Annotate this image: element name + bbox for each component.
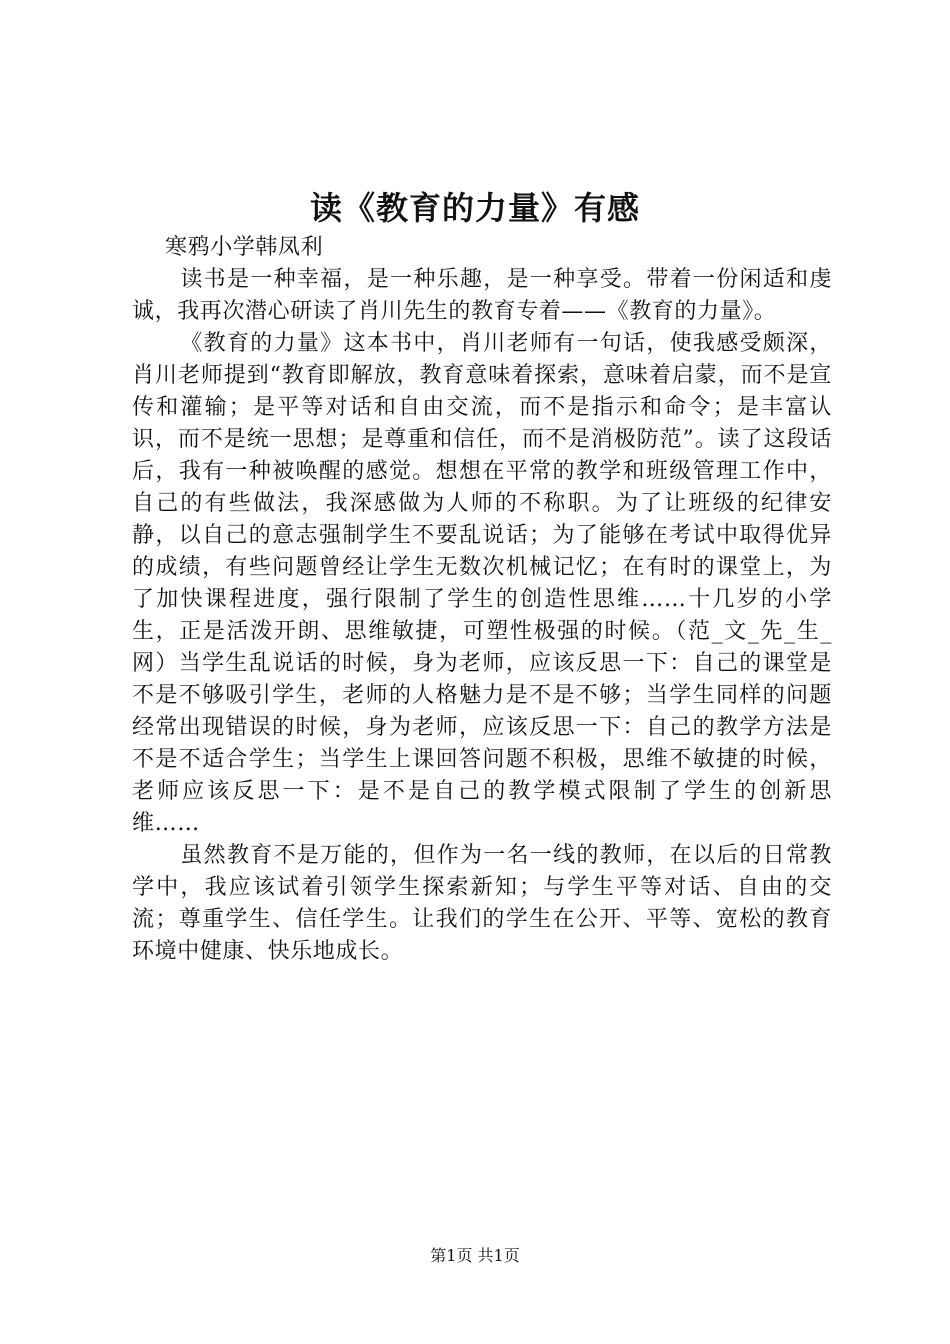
author-line: 寒鸦小学韩凤利 [165,235,324,260]
page-footer: 第1页 共1页 [430,1246,520,1265]
paragraph-2: 《教育的力量》这本书中，肖川老师有一句话，使我感受颇深，肖川老师提到“教育即解放，教育意味着探索，意味着启蒙，而不是宣传和灌输；是平等对话和自由交流，而不是指示和命令；是丰富认识，而不是统一思想；是尊重和信任，而不是消极防范”。读了这段话后，我有一种被唤醒的感觉。想想在平常的教学和班级管理工作中，自己的有些做法，我深感做为人师的不称职。为了让班级的纪律安静，以自己的意志强制学生不要乱说话；为了能够在考试中取得优异的成绩，有些问题曾经让学生无数次机械记忆；在有时的课堂上，为了加快课程进度，强行限制了学生的创造性思维……十几岁的小学生，正是活泼开朗、思维敏捷，可塑性极强的时候。（范_文_先_生_网）当学生乱说话的时候，身为老师，应该反思一下：自己的课堂是不是不够吸引学生，老师的人格魅力是不是不够；当学生同样的问题经常出现错误的时候，身为老师，应该反思一下：自己的教学方法是不是不适合学生；当学生上课回答问题不积极，思维不敏捷的时候，老师应该反思一下：是不是自己的教学模式限制了学生的创新思维…… [132,331,832,836]
paragraph-1: 读书是一种幸福，是一种乐趣，是一种享受。带着一份闲适和虔诚，我再次潜心研读了肖川先生的教育专着——《教育的力量》。 [132,267,832,324]
document-body [132,232,832,968]
paragraph-3: 虽然教育不是万能的，但作为一名一线的教师，在以后的日常教学中，我应该试着引领学生探索新知；与学生平等对话、自由的交流；尊重学生、信任学生。让我们的学生在公开、平等、宽松的教育环境中健康、快乐地成长。 [132,843,832,964]
document-title: 读《教育的力量》有感 [309,189,640,227]
